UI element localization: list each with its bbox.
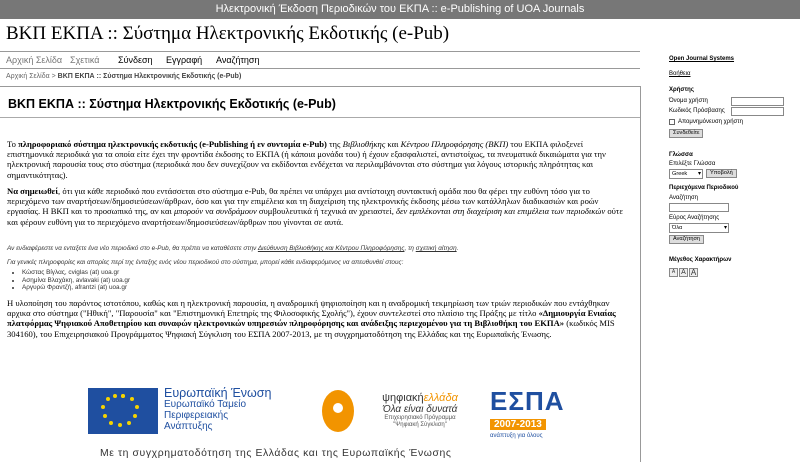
nav-search[interactable]: Αναζήτηση [216, 55, 260, 65]
contact-item: • Αργυρώ Φραντζή, afrantzi (at) uoa.gr [22, 284, 130, 292]
intro-text-f: Κέντρου Πληροφόρησης (ΒΚΠ) [400, 139, 509, 149]
note-lead: Να σημειωθεί [7, 186, 59, 196]
contact-list [14, 269, 130, 292]
funding-text-c: (κωδικός MIS 304160), του Επιχειρησιακού Προγράμματος Ψηφιακή Σύγκλιση του ΕΣΠΑ 2007-2013, με τη συγχρηματοδότηση της Ελλάδας και της Ευρωπαϊκής Ένωσης. [7, 318, 615, 339]
font-size-heading: Μέγεθος Χαρακτήρων [669, 257, 732, 263]
cofunding-text: Με τη συγχρηματοδότηση της Ελλάδας και της Ευρωπαϊκής Ένωσης [100, 448, 452, 459]
ojs-link[interactable]: Open Journal Systems [669, 56, 735, 62]
eu-fund-line2: Περιφερειακής [164, 410, 229, 421]
eu-text [164, 388, 271, 432]
note-text-a: , ότι για κάθε περιοδικό που εντάσσεται στο σύστημα e-Pub, θα πρέπει να υπάρχει μια αντίστοιχη συντακτική ομάδα που θα φέρει την ευθύνη τόσο για το περιεχόμενο των αναρτήσεων/δημοσιεύσεων/άρθρων, όσο και για την επιμέλεια και τη διαχείριση της ηλεκτρονικής έκδοσης μέσω των κατάλληλων διαδικασιών και ροών εργασίας. Η ΒΚΠ και το προσωπικό της, αν και [7, 186, 599, 217]
funding-paragraph [7, 298, 631, 339]
language-label: Επιλέξτε Γλώσσα [669, 161, 716, 167]
language-select[interactable] [669, 169, 703, 179]
breadcrumb-home[interactable]: Αρχική Σελίδα [6, 73, 50, 80]
espa-years: 2007-2013 [490, 419, 546, 430]
username-input[interactable] [731, 97, 784, 106]
apply-text-c: . [456, 245, 459, 252]
font-medium-button[interactable]: A [679, 268, 688, 277]
apply-text-a: Αν ενδιαφέρεστε να ενταξετε ένα νέο περιοδικό στο e-Pub, θα πρέπει να καταθέσετε στην [7, 245, 258, 252]
nav-login[interactable]: Σύνδεση [118, 55, 153, 65]
login-button[interactable]: Συνδεθείτε [669, 129, 703, 138]
intro-text-c: της [326, 139, 343, 149]
breadcrumb-separator: > [51, 73, 56, 80]
note-text-d: συνδράμουν [215, 206, 257, 217]
application-link[interactable]: σχετική αίτηση [415, 245, 457, 252]
funding-logos [60, 388, 640, 446]
contact-item: • Ασημίνα Βλαχάκη, avlavaki (at) uoa.gr [22, 277, 130, 285]
digital-greece-text [360, 392, 480, 429]
username-label: Όνομα χρήστη [669, 98, 708, 104]
pshf-name-b: ελλάδα [423, 392, 458, 404]
note-paragraph [7, 186, 631, 227]
sidebar-search-button[interactable]: Αναζήτηση [669, 235, 704, 244]
pshf-sub2: "Ψηφιακή Σύγκλιση" [393, 422, 447, 428]
help-link[interactable]: Βοήθεια [669, 71, 691, 77]
breadcrumb-current[interactable]: ΒΚΠ ΕΚΠΑ :: Σύστημα Ηλεκτρονικής Εκδοτικής (e-Pub) [57, 73, 242, 80]
search-scope-select[interactable] [669, 223, 729, 233]
font-large-button[interactable]: A [690, 268, 697, 277]
funding-text-a: Η υλοποίηση του παρόντος ιστοτόπου, καθώς και η ηλεκτρονική παρουσία, η αναδρομική ψηφιοποίηση και η αναδρομική τεκμηρίωση των τριών περιοδικών που εντάχθηκαν αρχικα στο σύστημα ("Ηθική", "Παρουσία" και "Επιστημονική Επετηρίς της Φιλοσοφικής Σχολής"), έχουν συντελεστεί στο πλαίσιο της Πράξης με τίτλο [7, 298, 610, 319]
library-link[interactable]: Διεύθυνση Βιβλιοθήκης και Κέντρου Πληροφόρησης [257, 245, 405, 252]
pshf-sub1: Επιχειρησιακό Πρόγραμμα [384, 415, 456, 421]
note-text-c: να [203, 206, 216, 217]
nav-about[interactable]: Σχετικά [70, 55, 100, 65]
note-text-g: ούτε και φέρουν ευθύνη για το περιεχόμενο αναρτήσεων/δημοσιεύσεων/άρθρων που γίνονται σε αυτά. [7, 206, 623, 227]
search-label: Αναζήτηση [669, 195, 698, 201]
top-banner-text: Ηλεκτρονική Έκδοση Περιοδικών του ΕΚΠΑ :: e-Publishing of UOA Journals [215, 3, 585, 15]
language-submit-button[interactable]: Υποβολή [706, 169, 737, 178]
note-text-b: μπορούν [173, 206, 204, 217]
pshf-name-a: ψηφιακή [382, 392, 424, 404]
font-small-button[interactable]: A [669, 268, 678, 277]
intro-text-b: πληροφοριακό σύστημα ηλεκτρονικής εκδοτικής (e-Publishing ή εν συντομία e-Pub) [18, 139, 327, 149]
note-text-e: συμβουλευτικά ή τεχνικά αν χρειαστεί, [256, 206, 397, 217]
espa-word: ΕΣΠΑ [490, 386, 565, 416]
eu-fund-line1: Ευρωπαϊκό Ταμείο [164, 399, 247, 410]
intro-text-g: του ΕΚΠΑ φιλοξενεί επιστημονικά περιοδικά για τα οποία είτε έχει την φροντίδα έκδοσης το ΕΚΠΑ (ή κάποια μονάδα του) ή έχουν εξασφαλιστεί, αντιστοίχως, τα πνευματικά δικαιώματα για την ηλεκτρονική παρουσία τους στο σύστημα (περιοδικά που δεν συνεχίζουν να εκδίδονται ενδέχεται να περιλαμβάνονται στο σύστημα για λόγους ιστορικής πληρότητας και σημαντικότητας). [7, 139, 606, 180]
intro-text-a: Το [7, 139, 19, 149]
espa-logo [490, 386, 600, 439]
espa-motto: ανάπτυξη για όλους [490, 433, 543, 439]
password-label: Κωδικός Πρόσβασης [669, 108, 725, 114]
nav-home[interactable]: Αρχική Σελίδα [6, 55, 63, 65]
apply-text [7, 245, 631, 253]
password-input[interactable] [731, 107, 784, 116]
remember-label: Απομνημόνευση χρήστη [678, 119, 743, 125]
user-heading: Χρήστης [669, 87, 694, 93]
eu-fund-line3: Ανάπτυξης [164, 421, 213, 432]
funding-text-b: «Δημιουργία Ενιαίας πλατφόρμας Ψηφιακού Αποθετηρίου και συναφών ηλεκτρονικών υπηρεσιών πληροφόρησης και ανάδειξης περιεχομένου για τη Βιβλιοθήκη του ΕΚΠΑ» [7, 308, 616, 329]
remember-checkbox[interactable] [669, 119, 675, 125]
top-banner [0, 0, 800, 19]
note-text-f: δεν εμπλέκονται στη διαχείριση και επιμέλεια των περιοδικών [396, 206, 606, 217]
search-scope-label: Εύρος Αναζήτησης [669, 215, 720, 221]
intro-paragraph [7, 139, 631, 180]
main-navbar [0, 51, 640, 69]
search-scope-value: Όλα [672, 225, 683, 231]
info-text: Για γενικές πληροφορίες και απορίες περί της ένταξης ενός νέου περιοδικού στο σύστημα, μπορεί κάθε ενδιαφερόμενος να απευθυνθεί στους: [7, 259, 404, 266]
breadcrumb [6, 73, 241, 80]
language-heading: Γλώσσα [669, 152, 693, 158]
journal-content-heading: Περιεχόμενα Περιοδικού [669, 185, 739, 191]
intro-text-d: Βιβλιοθήκης [342, 139, 386, 149]
page-title: ΒΚΠ ΕΚΠΑ :: Σύστημα Ηλεκτρονικής Εκδοτικής (e-Pub) [8, 97, 336, 111]
eu-flag-icon [88, 388, 158, 434]
sidebar [642, 51, 800, 462]
contact-item: • Κώστας Βίγλας, cviglas (at) uoa.gr [22, 269, 130, 277]
eu-title: Ευρωπαϊκή Ένωση [164, 386, 272, 400]
apply-text-b: , τη [404, 245, 416, 252]
nav-register[interactable]: Εγγραφή [166, 55, 203, 65]
language-select-value: Greek [672, 171, 688, 177]
digital-greece-icon [322, 390, 354, 432]
title-divider [0, 117, 640, 118]
intro-text-e: και [385, 139, 401, 149]
pshf-slogan: Όλα είναι δυνατά [382, 404, 458, 415]
sidebar-search-input[interactable] [669, 203, 729, 212]
site-title[interactable]: ΒΚΠ ΕΚΠΑ :: Σύστημα Ηλεκτρονικής Εκδοτικής (e-Pub) [6, 23, 450, 44]
